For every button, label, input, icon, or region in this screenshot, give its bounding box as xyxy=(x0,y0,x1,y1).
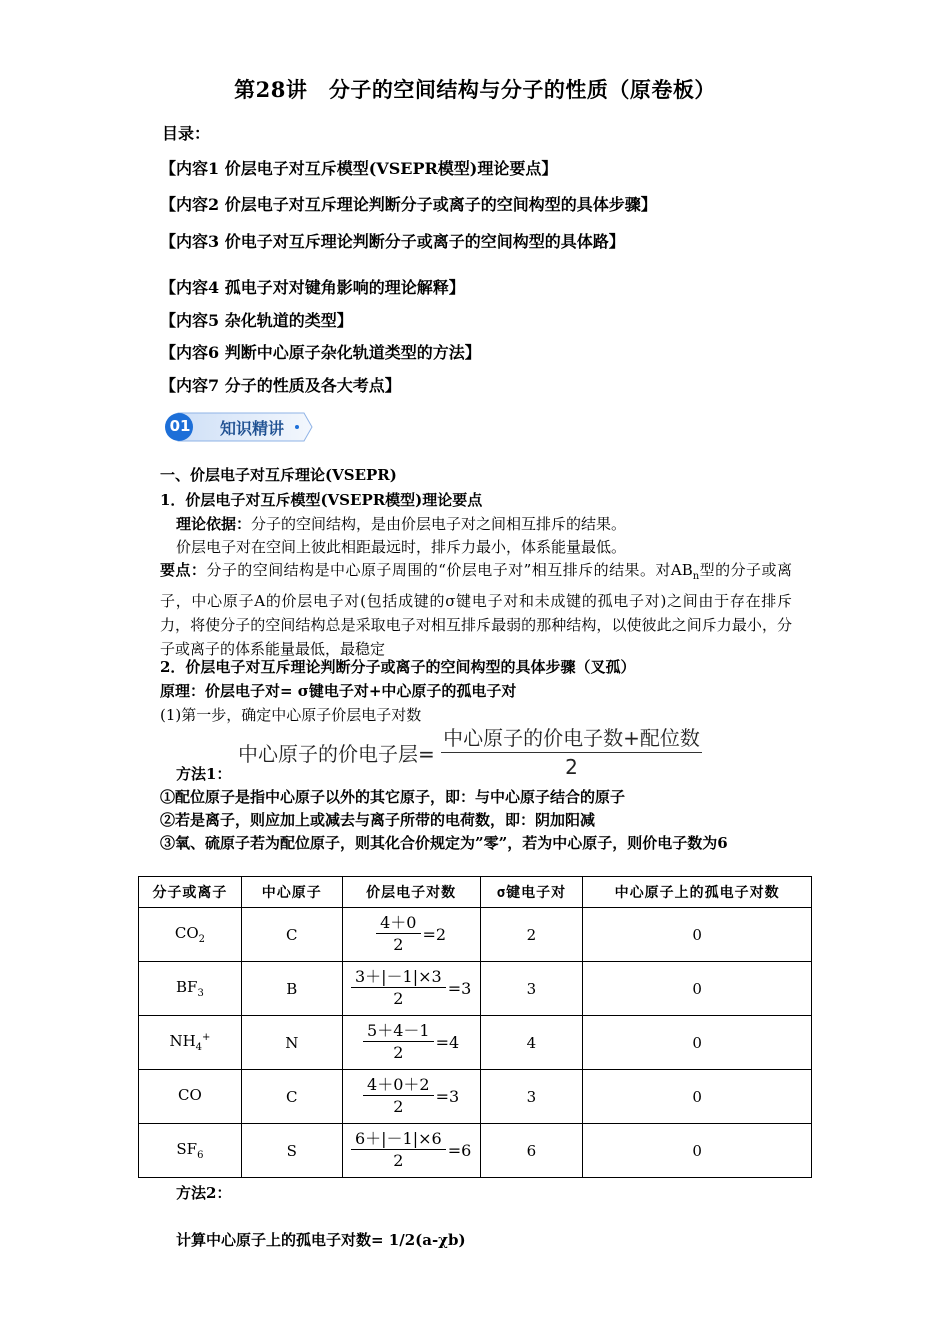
center-atom-cell: N xyxy=(241,1016,342,1070)
table-header-row xyxy=(139,877,812,908)
fraction-numerator: 6＋|－1|×6 xyxy=(351,1129,446,1150)
valence-formula xyxy=(238,724,702,781)
method-2-label: 方法2： xyxy=(176,1184,232,1202)
badge-number: 01 xyxy=(169,417,191,435)
keypoint-paragraph xyxy=(160,558,792,661)
valence-pairs-cell xyxy=(342,908,480,962)
basis-line xyxy=(176,513,626,534)
valence-pairs-cell xyxy=(342,1124,480,1178)
fraction-result: =4 xyxy=(435,1033,460,1052)
badge-text: 知识精讲 xyxy=(220,419,285,438)
formula-denominator: 2 xyxy=(565,755,578,779)
molecule-formula: SF xyxy=(176,1140,198,1158)
center-atom-cell: C xyxy=(241,908,342,962)
keypoint-text-b: 型的分子或离子，中心原子A的价层电子对(包括成键的σ键电子对和未成键的孤电子对)之间由于存在排斥力，将使分子的空间结构总是采取电子对相互排斥最弱的那种结构，以使彼此之间斥力最小，分子或离子的体系能量最低，最稳定 xyxy=(160,561,792,658)
molecule-charge: + xyxy=(202,1032,211,1043)
molecule-cell xyxy=(139,962,242,1016)
valence-pairs-cell xyxy=(342,1070,480,1124)
molecule-subscript: 6 xyxy=(197,1150,204,1161)
molecule-formula: BF xyxy=(176,978,198,996)
fraction-numerator: 4＋0 xyxy=(376,913,420,934)
molecule-subscript: 3 xyxy=(197,988,204,999)
toc-item-2[interactable]: 【内容2 价层电子对互斥理论判断分子或离子的空间构型的具体步骤】 xyxy=(160,195,657,214)
lone-pairs-cell: 0 xyxy=(583,1070,812,1124)
keypoint-label: 要点： xyxy=(160,561,207,579)
header-molecule: 分子或离子 xyxy=(139,877,242,908)
basis-label: 理论依据： xyxy=(176,515,252,533)
fraction-denominator: 2 xyxy=(393,1097,404,1116)
toc-item-6[interactable]: 【内容6 判断中心原子杂化轨道类型的方法】 xyxy=(160,343,481,362)
toc-item-7[interactable]: 【内容7 分子的性质及各大考点】 xyxy=(160,376,401,395)
step-1: (1)第一步，确定中心原子价层电子对数 xyxy=(160,706,422,724)
section-heading: 一、价层电子对互斥理论(VSEPR) xyxy=(160,466,397,484)
center-atom-cell: S xyxy=(241,1124,342,1178)
keypoint-sub: n xyxy=(692,571,700,582)
toc-item-4[interactable]: 【内容4 孤电子对对键角影响的理论解释】 xyxy=(160,278,465,297)
toc-label: 目录： xyxy=(162,124,211,143)
fraction-denominator: 2 xyxy=(393,989,404,1008)
fraction-numerator: 5＋4－1 xyxy=(363,1021,434,1042)
formula-left: 中心原子的价电子层= xyxy=(238,742,435,766)
valence-pairs-cell xyxy=(342,962,480,1016)
table-row xyxy=(139,908,812,962)
fraction-denominator: 2 xyxy=(393,1043,404,1062)
molecule-cell xyxy=(139,908,242,962)
table-row xyxy=(139,962,812,1016)
lone-pairs-cell: 0 xyxy=(583,1124,812,1178)
molecule-formula: CO xyxy=(178,1086,202,1104)
toc-item-1[interactable]: 【内容1 价层电子对互斥模型(VSEPR模型)理论要点】 xyxy=(160,159,558,178)
fraction-numerator: 3＋|－1|×3 xyxy=(351,967,446,988)
rule-2: ②若是离子，则应加上或减去与离子所带的电荷数，即：阴加阳减 xyxy=(160,811,596,829)
fraction-denominator: 2 xyxy=(393,1151,404,1170)
lone-pairs-cell: 0 xyxy=(583,962,812,1016)
header-lone-pairs: 中心原子上的孤电子对数 xyxy=(583,877,812,908)
fraction-denominator: 2 xyxy=(393,935,404,954)
rule-3: ③氧、硫原子若为配位原子，则其化合价规定为”零”，若为中心原子，则价电子数为6 xyxy=(160,834,728,852)
header-sigma-pairs: σ键电子对 xyxy=(480,877,583,908)
lone-pair-formula: 计算中心原子上的孤电子对数= 1/2(a-χb) xyxy=(176,1231,466,1249)
fraction-result: =2 xyxy=(422,925,447,944)
formula-numerator: 中心原子的价电子数+配位数 xyxy=(441,724,702,753)
fraction-numerator: 4＋0＋2 xyxy=(363,1075,434,1096)
keypoint-text-a: 分子的空间结构是中心原子周围的“价层电子对”相互排斥的结果。对AB xyxy=(206,561,693,579)
molecule-cell xyxy=(139,1016,242,1070)
molecule-formula: CO xyxy=(174,924,199,942)
center-atom-cell: C xyxy=(241,1070,342,1124)
valence-table xyxy=(138,876,812,1178)
basis-text: 分子的空间结构，是由价层电子对之间相互排斥的结果。 xyxy=(251,515,627,533)
section-badge xyxy=(164,410,314,444)
lone-pairs-cell: 0 xyxy=(583,908,812,962)
valence-pairs-cell xyxy=(342,1016,480,1070)
sigma-pairs-cell: 3 xyxy=(480,962,583,1016)
sigma-pairs-cell: 6 xyxy=(480,1124,583,1178)
molecule-formula: NH xyxy=(169,1032,196,1050)
toc-item-5[interactable]: 【内容5 杂化轨道的类型】 xyxy=(160,311,353,330)
page-title: 第28讲 分子的空间结构与分子的性质（原卷板） xyxy=(234,77,716,102)
header-center-atom: 中心原子 xyxy=(241,877,342,908)
molecule-cell xyxy=(139,1124,242,1178)
sigma-pairs-cell: 2 xyxy=(480,908,583,962)
fraction-result: =6 xyxy=(447,1141,472,1160)
center-atom-cell: B xyxy=(241,962,342,1016)
subheading-1: 1．价层电子对互斥模型(VSEPR模型)理论要点 xyxy=(160,491,483,509)
subheading-2: 2．价层电子对互斥理论判断分子或离子的空间构型的具体步骤（叉孤） xyxy=(160,658,636,676)
table-row xyxy=(139,1016,812,1070)
molecule-cell xyxy=(139,1070,242,1124)
table-row xyxy=(139,1070,812,1124)
toc-item-3[interactable]: 【内容3 价电子对互斥理论判断分子或离子的空间构型的具体路】 xyxy=(160,232,625,251)
molecule-subscript: 4 xyxy=(195,1042,203,1053)
rule-1: ①配位原子是指中心原子以外的其它原子，即：与中心原子结合的原子 xyxy=(160,788,626,806)
sigma-pairs-cell: 3 xyxy=(480,1070,583,1124)
method-1-label: 方法1： xyxy=(176,765,232,783)
lone-pairs-cell: 0 xyxy=(583,1016,812,1070)
principle-line: 原理：价层电子对= σ键电子对+中心原子的孤电子对 xyxy=(160,682,517,700)
molecule-subscript: 2 xyxy=(198,934,206,945)
sigma-pairs-cell: 4 xyxy=(480,1016,583,1070)
header-valence-pairs: 价层电子对数 xyxy=(342,877,480,908)
table-row xyxy=(139,1124,812,1178)
fraction-result: =3 xyxy=(447,979,472,998)
basis-text-2: 价层电子对在空间上彼此相距最远时，排斥力最小，体系能量最低。 xyxy=(176,538,627,556)
fraction-result: =3 xyxy=(435,1087,460,1106)
